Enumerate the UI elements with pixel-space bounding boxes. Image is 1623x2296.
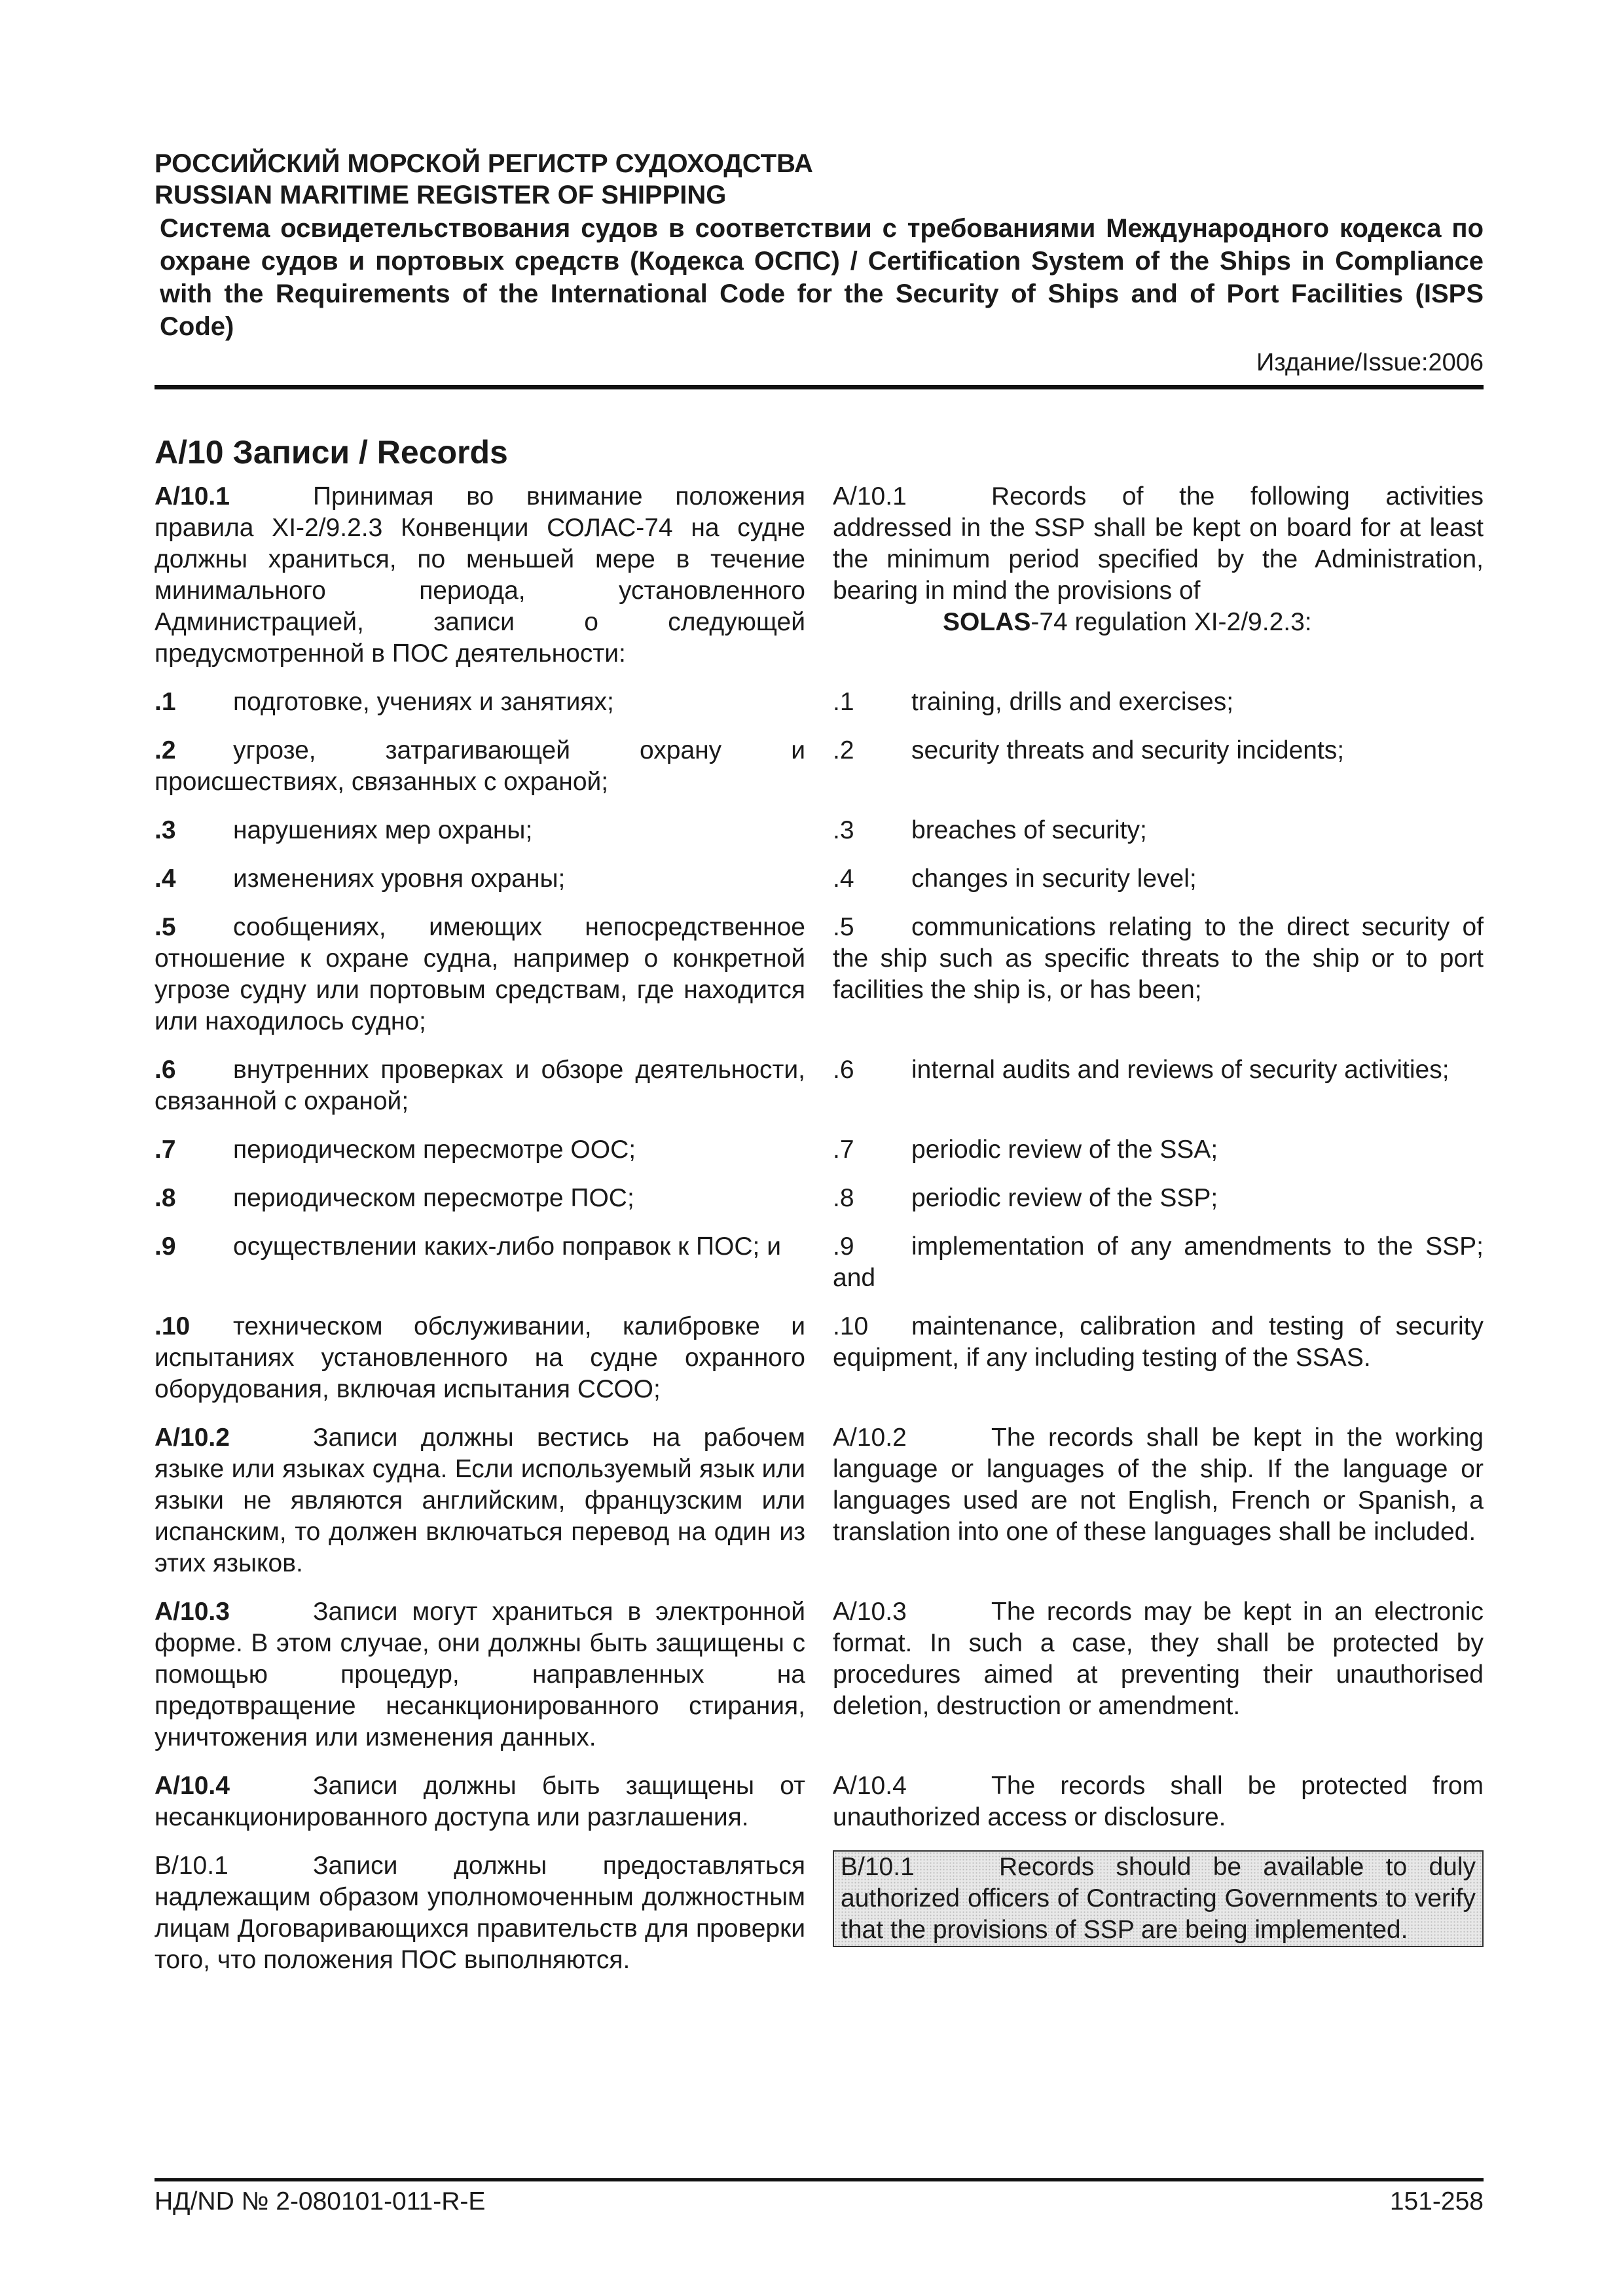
bilingual-columns — [155, 481, 1484, 1976]
clause-text: Записи могут храниться в электронной форме. В этом случае, они должны быть защищены с помощью процедур, направленных на предотвращение несанкционированного стирания, уничтожения или изменения данных. — [155, 1598, 805, 1751]
item-number: .3 — [155, 816, 176, 844]
clause-number: В/10.1 — [155, 1852, 228, 1880]
item-number: .8 — [833, 1184, 854, 1212]
item-number: .10 — [833, 1312, 869, 1340]
clause-text: The records shall be kept in the working language or languages of the ship. If the language or languages used are not English, French or Spanish, a translation into one of these languages shall be included. — [833, 1424, 1484, 1546]
paragraph-row — [155, 912, 1484, 1037]
clause-text-tail: SOLAS-74 regulation XI-2/9.2.3: — [943, 608, 1312, 636]
item-text: implementation of any amendments to the SSP; and — [833, 1232, 1484, 1292]
header-subtitle: Система освидетельствования судов в соответствии с требованиями Международного кодекса по охране судов и портовых средств (Кодекса ОСПС) / Certification System of the Ships in Compliance with the Requirements of the International Code for the Security of Ships and of Port Facilities (ISPS Code) — [160, 214, 1484, 341]
ru-paragraph — [155, 815, 805, 846]
ru-paragraph — [155, 863, 805, 895]
item-number: .5 — [155, 913, 176, 941]
en-paragraph — [833, 735, 1484, 798]
page-number: 151-258 — [1389, 2187, 1484, 2215]
item-number: .1 — [833, 688, 854, 716]
paragraph-row — [155, 1850, 1484, 1976]
item-number: .6 — [833, 1056, 854, 1084]
item-number: .8 — [155, 1184, 176, 1212]
paragraph-row — [155, 815, 1484, 846]
item-text: сообщениях, имеющих непосредственное отношение к охране судна, например о конкретной угрозе судну или портовым средствам, где находится или находилось судно; — [155, 913, 805, 1035]
paragraph-row — [155, 687, 1484, 718]
ru-paragraph — [155, 1183, 805, 1214]
item-text: изменениях уровня охраны; — [233, 865, 566, 893]
clause-number: A/10.2 — [833, 1424, 907, 1452]
item-text: internal audits and reviews of security activities; — [911, 1056, 1450, 1084]
item-number: .5 — [833, 913, 854, 941]
document-page — [155, 148, 1484, 1993]
clause-number: А/10.3 — [155, 1598, 230, 1626]
clause-text: Records of the following activities addressed in the SSP shall be kept on board for at least the minimum period specified by the Administration, bearing in mind the provisions of — [833, 482, 1484, 605]
ru-paragraph — [155, 481, 805, 670]
clause-text: Принимая во внимание положения правила XI-2/9.2.3 Конвенции СОЛАС-74 на судне должны храниться, по меньшей мере в течение минимального периода, установленного Администрацией, записи о следующей предусмотренной в ПОС деятельности: — [155, 482, 805, 668]
en-paragraph — [833, 1054, 1484, 1117]
item-text: maintenance, calibration and testing of security equipment, if any including testing of the SSAS. — [833, 1312, 1484, 1372]
clause-text: Records should be available to duly authorized officers of Contracting Governments to verify that the provisions of SSP are being implemented. — [841, 1853, 1476, 1944]
paragraph-row — [155, 1311, 1484, 1405]
paragraph-row — [155, 1183, 1484, 1214]
paragraph-row — [155, 1054, 1484, 1117]
header-title-ru: РОССИЙСКИЙ МОРСКОЙ РЕГИСТР СУДОХОДСТВА — [155, 149, 813, 178]
clause-text: Записи должны быть защищены от несанкционированного доступа или разглашения. — [155, 1772, 805, 1831]
paragraph-row — [155, 1596, 1484, 1753]
paragraph-row — [155, 1770, 1484, 1833]
en-paragraph — [833, 815, 1484, 846]
header — [155, 148, 1484, 343]
clause-number: A/10.4 — [833, 1772, 907, 1800]
clause-number: А/10.2 — [155, 1424, 230, 1452]
ru-paragraph — [155, 1770, 805, 1833]
clause-text: Записи должны вестись на рабочем языке или языках судна. Если используемый язык или языки не являются английским, французским или испанским, то должен включаться перевод на один из этих языков. — [155, 1424, 805, 1577]
paragraph-row — [155, 1134, 1484, 1166]
item-number: .6 — [155, 1056, 176, 1084]
ru-paragraph — [155, 912, 805, 1037]
footer-divider — [155, 2178, 1484, 2181]
ru-paragraph — [155, 1850, 805, 1976]
paragraph-row — [155, 481, 1484, 670]
item-number: .1 — [155, 688, 176, 716]
paragraph-row — [155, 1422, 1484, 1579]
en-paragraph — [833, 1596, 1484, 1753]
item-text: periodic review of the SSP; — [911, 1184, 1218, 1212]
item-text: периодическом пересмотре ООС; — [233, 1136, 636, 1164]
item-number: .9 — [833, 1232, 854, 1261]
item-number: .4 — [833, 865, 854, 893]
en-paragraph — [833, 912, 1484, 1037]
ru-paragraph — [155, 1596, 805, 1753]
item-text: внутренних проверках и обзоре деятельности, связанной с охраной; — [155, 1056, 805, 1115]
en-paragraph — [833, 1231, 1484, 1294]
item-text: communications relating to the direct security of the ship such as specific threats to the ship or to port facilities the ship is, or has been; — [833, 913, 1484, 1004]
item-text: нарушениях мер охраны; — [233, 816, 533, 844]
clause-number: B/10.1 — [841, 1853, 915, 1881]
clause-text: The records may be kept in an electronic format. In such a case, they shall be protected by procedures aimed at preventing their unauthorised deletion, destruction or amendment. — [833, 1598, 1484, 1720]
en-paragraph — [833, 1422, 1484, 1579]
item-text: security threats and security incidents; — [911, 736, 1345, 764]
clause-text: Записи должны предоставляться надлежащим образом уполномоченным должностным лицам Договаривающихся правительств для проверки того, что положения ПОС выполняются. — [155, 1852, 805, 1974]
item-number: .9 — [155, 1232, 176, 1261]
item-number: .2 — [833, 736, 854, 764]
en-paragraph — [833, 863, 1484, 895]
document-number: НД/ND № 2-080101-011-R-E — [155, 2187, 486, 2215]
section-title: А/10 Записи / Records — [155, 434, 508, 471]
clause-number: A/10.1 — [833, 482, 907, 511]
en-paragraph — [833, 481, 1484, 670]
en-paragraph — [833, 1850, 1484, 1976]
item-number: .4 — [155, 865, 176, 893]
header-divider — [155, 385, 1484, 389]
item-text: периодическом пересмотре ПОС; — [233, 1184, 634, 1212]
item-text: training, drills and exercises; — [911, 688, 1234, 716]
clause-number: А/10.4 — [155, 1772, 230, 1800]
item-text: подготовке, учениях и занятиях; — [233, 688, 614, 716]
issue-label: Издание/Issue:2006 — [1256, 349, 1484, 376]
item-text: осуществлении каких-либо поправок к ПОС; и — [233, 1232, 782, 1261]
clause-number: А/10.1 — [155, 482, 230, 511]
item-number: .7 — [833, 1136, 854, 1164]
ru-paragraph — [155, 1231, 805, 1294]
paragraph-row — [155, 735, 1484, 798]
item-number: .7 — [155, 1136, 176, 1164]
item-text: угрозе, затрагивающей охрану и происшествиях, связанных с охраной; — [155, 736, 805, 796]
en-paragraph — [833, 1183, 1484, 1214]
ru-paragraph — [155, 1422, 805, 1579]
header-title-en: RUSSIAN MARITIME REGISTER OF SHIPPING — [155, 181, 727, 209]
clause-number: A/10.3 — [833, 1598, 907, 1626]
en-paragraph — [833, 1770, 1484, 1833]
item-text: changes in security level; — [911, 865, 1197, 893]
paragraph-row — [155, 1231, 1484, 1294]
en-paragraph — [833, 1311, 1484, 1405]
ru-paragraph — [155, 1054, 805, 1117]
clause-text: The records shall be protected from unauthorized access or disclosure. — [833, 1772, 1484, 1831]
item-text: техническом обслуживании, калибровке и испытаниях установленного на судне охранного оборудования, включая испытания ССОО; — [155, 1312, 805, 1403]
footer — [155, 2186, 1484, 2217]
shaded-guidance-box — [833, 1850, 1484, 1947]
ru-paragraph — [155, 687, 805, 718]
item-number: .3 — [833, 816, 854, 844]
ru-paragraph — [155, 735, 805, 798]
en-paragraph — [833, 1134, 1484, 1166]
item-number: .10 — [155, 1312, 191, 1340]
item-text: breaches of security; — [911, 816, 1147, 844]
item-text: periodic review of the SSA; — [911, 1136, 1218, 1164]
solas-bold: SOLAS — [943, 608, 1031, 636]
paragraph-row — [155, 863, 1484, 895]
item-number: .2 — [155, 736, 176, 764]
ru-paragraph — [155, 1311, 805, 1405]
en-paragraph — [833, 687, 1484, 718]
ru-paragraph — [155, 1134, 805, 1166]
